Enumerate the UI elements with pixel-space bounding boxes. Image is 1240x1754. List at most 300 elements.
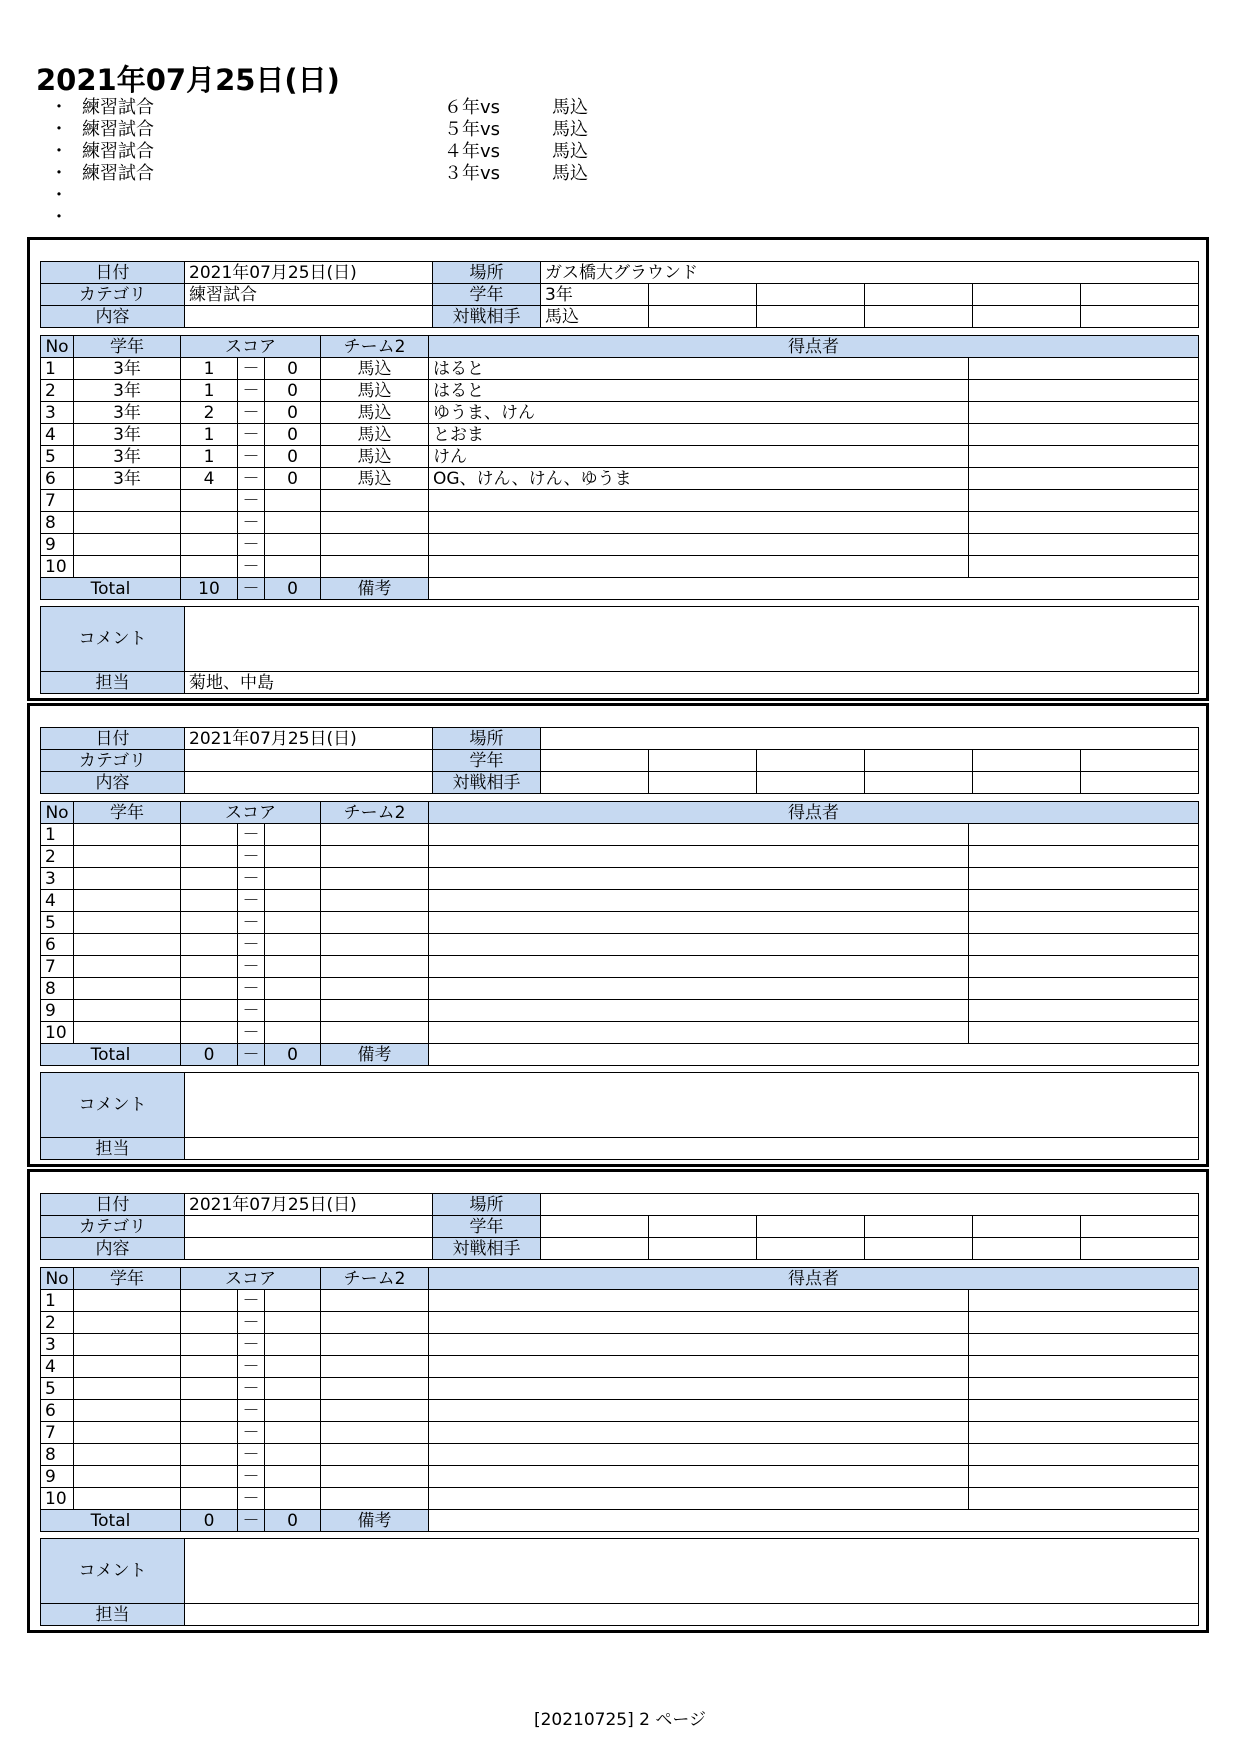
col-team2: チーム2 — [321, 802, 429, 824]
row-score-away[interactable]: 0 — [265, 358, 321, 380]
table-row — [41, 1378, 1199, 1400]
grade-value[interactable]: 3年 — [541, 284, 649, 306]
row-score-home[interactable] — [181, 490, 238, 512]
row-grade[interactable] — [74, 1356, 181, 1378]
row-score-away[interactable] — [265, 556, 321, 578]
table-row — [41, 956, 1199, 978]
opponent-extra[interactable] — [649, 306, 757, 328]
total-away: 0 — [265, 578, 321, 600]
row-scorers-extra[interactable] — [969, 1022, 1199, 1044]
row-grade[interactable] — [74, 490, 181, 512]
opponent-label: 対戦相手 — [433, 1238, 541, 1260]
row-score-home[interactable] — [181, 1000, 238, 1022]
comment-table — [40, 1072, 1199, 1160]
row-score-home[interactable]: 1 — [181, 424, 238, 446]
row-score-home[interactable] — [181, 1400, 238, 1422]
row-score-home[interactable] — [181, 846, 238, 868]
row-grade[interactable] — [74, 512, 181, 534]
row-scorers-extra[interactable] — [969, 534, 1199, 556]
score-dash: － — [238, 912, 265, 934]
comment-value[interactable] — [185, 1539, 1199, 1604]
row-scorers[interactable]: ゆうま、けん — [429, 402, 969, 424]
schedule-item — [50, 97, 670, 119]
row-team2[interactable]: 馬込 — [321, 358, 429, 380]
row-score-away[interactable] — [265, 1290, 321, 1312]
row-grade[interactable]: 3年 — [74, 446, 181, 468]
row-score-away[interactable]: 0 — [265, 468, 321, 490]
row-grade[interactable] — [74, 824, 181, 846]
row-score-away[interactable] — [265, 490, 321, 512]
row-team2[interactable]: 馬込 — [321, 446, 429, 468]
row-grade[interactable] — [74, 956, 181, 978]
date-label: 日付 — [41, 728, 185, 750]
row-grade[interactable] — [74, 534, 181, 556]
table-row — [41, 512, 1199, 534]
row-no: 8 — [41, 978, 74, 1000]
opponent-value[interactable] — [541, 772, 649, 794]
row-score-away[interactable] — [265, 912, 321, 934]
place-value[interactable]: ガス橋大グラウンド — [541, 262, 1199, 284]
row-team2[interactable] — [321, 978, 429, 1000]
grade-value[interactable] — [541, 1216, 649, 1238]
score-dash: － — [238, 1422, 265, 1444]
row-score-home[interactable] — [181, 556, 238, 578]
score-dash: － — [238, 446, 265, 468]
match-info-table — [40, 727, 1199, 794]
row-scorers[interactable] — [429, 1444, 969, 1466]
col-grade: 学年 — [74, 1268, 181, 1290]
row-team2[interactable] — [321, 912, 429, 934]
schedule-item — [50, 119, 670, 141]
row-score-home[interactable]: 1 — [181, 358, 238, 380]
row-team2[interactable] — [321, 1000, 429, 1022]
score-dash: － — [238, 380, 265, 402]
row-score-home[interactable] — [181, 1466, 238, 1488]
schedule-bullet: ・ — [50, 119, 68, 140]
row-score-away[interactable] — [265, 934, 321, 956]
row-scorers-extra[interactable] — [969, 446, 1199, 468]
col-scorers: 得点者 — [429, 802, 1199, 824]
remarks-value[interactable] — [429, 1510, 1199, 1532]
row-score-home[interactable] — [181, 956, 238, 978]
row-score-home[interactable] — [181, 512, 238, 534]
row-score-home[interactable] — [181, 912, 238, 934]
remarks-label: 備考 — [321, 1510, 429, 1532]
opponent-extra[interactable] — [973, 1238, 1081, 1260]
row-scorers-extra[interactable] — [969, 380, 1199, 402]
row-grade[interactable] — [74, 1400, 181, 1422]
grade-value[interactable] — [541, 750, 649, 772]
row-grade[interactable] — [74, 556, 181, 578]
grade-extra[interactable] — [1081, 1216, 1199, 1238]
row-scorers[interactable] — [429, 846, 969, 868]
row-score-away[interactable] — [265, 846, 321, 868]
row-score-away[interactable] — [265, 534, 321, 556]
staff-value[interactable]: 菊地、中島 — [185, 672, 1199, 694]
schedule-event: 練習試合 — [82, 119, 154, 140]
row-scorers[interactable] — [429, 934, 969, 956]
row-score-home[interactable]: 1 — [181, 446, 238, 468]
col-no: No — [41, 1268, 74, 1290]
grade-extra[interactable] — [649, 750, 757, 772]
table-row — [41, 1000, 1199, 1022]
row-grade[interactable]: 3年 — [74, 424, 181, 446]
row-scorers-extra[interactable] — [969, 358, 1199, 380]
row-score-away[interactable] — [265, 890, 321, 912]
row-score-away[interactable] — [265, 1312, 321, 1334]
table-row — [41, 890, 1199, 912]
row-team2[interactable] — [321, 1422, 429, 1444]
row-scorers-extra[interactable] — [969, 1466, 1199, 1488]
row-scorers[interactable]: OG、けん、けん、ゆうま — [429, 468, 969, 490]
row-team2[interactable] — [321, 890, 429, 912]
row-score-home[interactable] — [181, 1290, 238, 1312]
row-scorers-extra[interactable] — [969, 1488, 1199, 1510]
row-scorers[interactable] — [429, 890, 969, 912]
row-score-home[interactable] — [181, 534, 238, 556]
row-scorers[interactable] — [429, 1400, 969, 1422]
row-no: 7 — [41, 490, 74, 512]
opponent-extra[interactable] — [865, 772, 973, 794]
row-scorers-extra[interactable] — [969, 912, 1199, 934]
row-score-away[interactable] — [265, 1400, 321, 1422]
row-scorers[interactable]: はると — [429, 380, 969, 402]
remarks-value[interactable] — [429, 578, 1199, 600]
row-score-home[interactable] — [181, 1356, 238, 1378]
row-team2[interactable] — [321, 556, 429, 578]
row-scorers-extra[interactable] — [969, 868, 1199, 890]
remarks-value[interactable] — [429, 1044, 1199, 1066]
grade-extra[interactable] — [973, 284, 1081, 306]
row-scorers-extra[interactable] — [969, 512, 1199, 534]
table-row — [41, 1444, 1199, 1466]
row-score-away[interactable] — [265, 1466, 321, 1488]
schedule-bullet: ・ — [50, 141, 68, 162]
row-team2[interactable] — [321, 956, 429, 978]
row-scorers[interactable] — [429, 824, 969, 846]
grade-extra[interactable] — [757, 750, 865, 772]
row-score-away[interactable]: 0 — [265, 402, 321, 424]
grade-extra[interactable] — [865, 750, 973, 772]
row-scorers[interactable]: はると — [429, 358, 969, 380]
row-team2[interactable] — [321, 1290, 429, 1312]
grade-extra[interactable] — [865, 1216, 973, 1238]
row-score-away[interactable]: 0 — [265, 380, 321, 402]
row-grade[interactable]: 3年 — [74, 468, 181, 490]
row-scorers-extra[interactable] — [969, 978, 1199, 1000]
opponent-extra[interactable] — [973, 772, 1081, 794]
row-scorers-extra[interactable] — [969, 956, 1199, 978]
row-scorers[interactable] — [429, 1334, 969, 1356]
row-scorers[interactable] — [429, 978, 969, 1000]
row-grade[interactable] — [74, 1022, 181, 1044]
row-score-away[interactable] — [265, 1022, 321, 1044]
row-score-away[interactable] — [265, 978, 321, 1000]
opponent-extra[interactable] — [865, 306, 973, 328]
opponent-extra[interactable] — [1081, 772, 1199, 794]
row-team2[interactable] — [321, 1022, 429, 1044]
row-no: 9 — [41, 1000, 74, 1022]
schedule-event: 練習試合 — [82, 163, 154, 184]
row-scorers[interactable] — [429, 912, 969, 934]
row-score-away[interactable]: 0 — [265, 446, 321, 468]
grade-extra[interactable] — [865, 284, 973, 306]
total-home: 10 — [181, 578, 238, 600]
date-value[interactable]: 2021年07月25日(日) — [185, 262, 433, 284]
opponent-label: 対戦相手 — [433, 772, 541, 794]
row-grade[interactable] — [74, 846, 181, 868]
row-scorers[interactable] — [429, 1378, 969, 1400]
row-scorers-extra[interactable] — [969, 1444, 1199, 1466]
row-grade[interactable] — [74, 1444, 181, 1466]
row-score-away[interactable] — [265, 956, 321, 978]
score-dash: － — [238, 978, 265, 1000]
row-scorers-extra[interactable] — [969, 846, 1199, 868]
row-scorers-extra[interactable] — [969, 1312, 1199, 1334]
grade-label: 学年 — [433, 1216, 541, 1238]
row-scorers-extra[interactable] — [969, 402, 1199, 424]
grade-extra[interactable] — [973, 1216, 1081, 1238]
row-scorers[interactable] — [429, 556, 969, 578]
row-scorers[interactable] — [429, 534, 969, 556]
row-grade[interactable] — [74, 1378, 181, 1400]
score-dash: － — [238, 934, 265, 956]
content-value[interactable] — [185, 306, 433, 328]
row-scorers[interactable] — [429, 1000, 969, 1022]
row-grade[interactable] — [74, 1334, 181, 1356]
content-value[interactable] — [185, 772, 433, 794]
row-scorers-extra[interactable] — [969, 424, 1199, 446]
row-no: 4 — [41, 1356, 74, 1378]
row-scorers-extra[interactable] — [969, 1422, 1199, 1444]
row-team2[interactable] — [321, 934, 429, 956]
opponent-extra[interactable] — [757, 306, 865, 328]
row-team2[interactable]: 馬込 — [321, 468, 429, 490]
row-score-home[interactable] — [181, 1378, 238, 1400]
row-grade[interactable] — [74, 1000, 181, 1022]
table-row — [41, 358, 1199, 380]
row-team2[interactable] — [321, 1466, 429, 1488]
row-grade[interactable] — [74, 1422, 181, 1444]
row-scorers-extra[interactable] — [969, 824, 1199, 846]
row-grade[interactable] — [74, 1488, 181, 1510]
row-scorers-extra[interactable] — [969, 1290, 1199, 1312]
row-scorers[interactable] — [429, 956, 969, 978]
row-score-home[interactable]: 1 — [181, 380, 238, 402]
row-score-home[interactable] — [181, 890, 238, 912]
row-grade[interactable] — [74, 912, 181, 934]
opponent-extra[interactable] — [865, 1238, 973, 1260]
comment-table — [40, 606, 1199, 694]
row-grade[interactable] — [74, 1312, 181, 1334]
row-no: 1 — [41, 358, 74, 380]
comment-value[interactable] — [185, 1073, 1199, 1138]
row-team2[interactable] — [321, 824, 429, 846]
grade-extra[interactable] — [757, 284, 865, 306]
table-row — [41, 1422, 1199, 1444]
place-value[interactable] — [541, 1194, 1199, 1216]
row-no: 6 — [41, 468, 74, 490]
row-scorers[interactable] — [429, 490, 969, 512]
row-team2[interactable] — [321, 534, 429, 556]
row-scorers[interactable] — [429, 1022, 969, 1044]
grade-extra[interactable] — [757, 1216, 865, 1238]
row-score-away[interactable] — [265, 1356, 321, 1378]
schedule-opponent: 馬込 — [552, 141, 588, 162]
row-team2[interactable]: 馬込 — [321, 380, 429, 402]
row-team2[interactable] — [321, 512, 429, 534]
row-team2[interactable] — [321, 1356, 429, 1378]
row-scorers-extra[interactable] — [969, 490, 1199, 512]
row-team2[interactable] — [321, 1444, 429, 1466]
row-scorers-extra[interactable] — [969, 1356, 1199, 1378]
row-score-home[interactable] — [181, 1422, 238, 1444]
date-label: 日付 — [41, 1194, 185, 1216]
row-scorers[interactable] — [429, 1356, 969, 1378]
row-scorers-extra[interactable] — [969, 1334, 1199, 1356]
row-score-away[interactable]: 0 — [265, 424, 321, 446]
row-scorers[interactable] — [429, 1488, 969, 1510]
table-row — [41, 534, 1199, 556]
row-score-away[interactable] — [265, 512, 321, 534]
row-grade[interactable] — [74, 1290, 181, 1312]
row-team2[interactable] — [321, 1312, 429, 1334]
row-scorers-extra[interactable] — [969, 1378, 1199, 1400]
row-grade[interactable] — [74, 868, 181, 890]
row-no: 3 — [41, 1334, 74, 1356]
row-scorers-extra[interactable] — [969, 468, 1199, 490]
schedule-item — [50, 163, 670, 185]
category-value[interactable]: 練習試合 — [185, 284, 433, 306]
row-score-home[interactable] — [181, 1312, 238, 1334]
grade-label: 学年 — [433, 284, 541, 306]
row-grade[interactable]: 3年 — [74, 380, 181, 402]
staff-value[interactable] — [185, 1604, 1199, 1626]
opponent-extra[interactable] — [649, 1238, 757, 1260]
col-grade: 学年 — [74, 336, 181, 358]
row-team2[interactable] — [321, 846, 429, 868]
content-value[interactable] — [185, 1238, 433, 1260]
row-team2[interactable] — [321, 1334, 429, 1356]
row-scorers[interactable] — [429, 1422, 969, 1444]
row-score-home[interactable] — [181, 1444, 238, 1466]
row-score-away[interactable] — [265, 1488, 321, 1510]
grade-extra[interactable] — [973, 750, 1081, 772]
opponent-extra[interactable] — [757, 772, 865, 794]
row-scorers[interactable]: けん — [429, 446, 969, 468]
row-scorers[interactable] — [429, 1312, 969, 1334]
opponent-label: 対戦相手 — [433, 306, 541, 328]
score-dash: － — [238, 1044, 265, 1066]
row-grade[interactable] — [74, 1466, 181, 1488]
row-no: 8 — [41, 512, 74, 534]
row-scorers[interactable]: とおま — [429, 424, 969, 446]
row-score-away[interactable] — [265, 868, 321, 890]
row-scorers[interactable] — [429, 1290, 969, 1312]
opponent-extra[interactable] — [973, 306, 1081, 328]
category-value[interactable] — [185, 750, 433, 772]
row-score-home[interactable] — [181, 868, 238, 890]
row-score-home[interactable]: 4 — [181, 468, 238, 490]
grade-extra[interactable] — [1081, 750, 1199, 772]
date-value[interactable]: 2021年07月25日(日) — [185, 1194, 433, 1216]
row-score-home[interactable] — [181, 1022, 238, 1044]
match-info — [40, 727, 1198, 794]
row-scorers[interactable] — [429, 512, 969, 534]
grade-extra[interactable] — [1081, 284, 1199, 306]
row-score-home[interactable] — [181, 1334, 238, 1356]
opponent-extra[interactable] — [1081, 1238, 1199, 1260]
staff-value[interactable] — [185, 1138, 1199, 1160]
row-score-home[interactable]: 2 — [181, 402, 238, 424]
row-score-away[interactable] — [265, 824, 321, 846]
table-row — [41, 468, 1199, 490]
row-grade[interactable] — [74, 890, 181, 912]
schedule-event: 練習試合 — [82, 97, 154, 118]
row-team2[interactable] — [321, 1400, 429, 1422]
row-no: 5 — [41, 446, 74, 468]
remarks-label: 備考 — [321, 1044, 429, 1066]
category-value[interactable] — [185, 1216, 433, 1238]
schedule-item — [50, 207, 670, 229]
date-value[interactable]: 2021年07月25日(日) — [185, 728, 433, 750]
comment-value[interactable] — [185, 607, 1199, 672]
row-scorers[interactable] — [429, 868, 969, 890]
row-score-home[interactable] — [181, 978, 238, 1000]
place-value[interactable] — [541, 728, 1199, 750]
opponent-extra[interactable] — [757, 1238, 865, 1260]
table-row — [41, 1022, 1199, 1044]
row-score-away[interactable] — [265, 1378, 321, 1400]
row-score-home[interactable] — [181, 934, 238, 956]
row-scorers-extra[interactable] — [969, 1400, 1199, 1422]
row-grade[interactable] — [74, 934, 181, 956]
row-team2[interactable] — [321, 868, 429, 890]
opponent-extra[interactable] — [649, 772, 757, 794]
score-dash: － — [238, 402, 265, 424]
row-team2[interactable]: 馬込 — [321, 402, 429, 424]
row-score-away[interactable] — [265, 1444, 321, 1466]
row-grade[interactable]: 3年 — [74, 402, 181, 424]
opponent-value[interactable] — [541, 1238, 649, 1260]
row-team2[interactable] — [321, 490, 429, 512]
match-results — [40, 1267, 1198, 1532]
grade-extra[interactable] — [649, 1216, 757, 1238]
remarks-label: 備考 — [321, 578, 429, 600]
row-scorers-extra[interactable] — [969, 1000, 1199, 1022]
table-row — [41, 1356, 1199, 1378]
grade-extra[interactable] — [649, 284, 757, 306]
row-team2[interactable] — [321, 1488, 429, 1510]
opponent-value[interactable]: 馬込 — [541, 306, 649, 328]
row-grade[interactable] — [74, 978, 181, 1000]
row-scorers-extra[interactable] — [969, 934, 1199, 956]
row-team2[interactable] — [321, 1378, 429, 1400]
row-score-away[interactable] — [265, 1334, 321, 1356]
row-scorers[interactable] — [429, 1466, 969, 1488]
row-scorers-extra[interactable] — [969, 890, 1199, 912]
row-score-home[interactable] — [181, 824, 238, 846]
opponent-extra[interactable] — [1081, 306, 1199, 328]
row-grade[interactable]: 3年 — [74, 358, 181, 380]
row-score-home[interactable] — [181, 1488, 238, 1510]
row-score-away[interactable] — [265, 1422, 321, 1444]
row-scorers-extra[interactable] — [969, 556, 1199, 578]
total-away: 0 — [265, 1044, 321, 1066]
col-grade: 学年 — [74, 802, 181, 824]
row-score-away[interactable] — [265, 1000, 321, 1022]
row-team2[interactable]: 馬込 — [321, 424, 429, 446]
